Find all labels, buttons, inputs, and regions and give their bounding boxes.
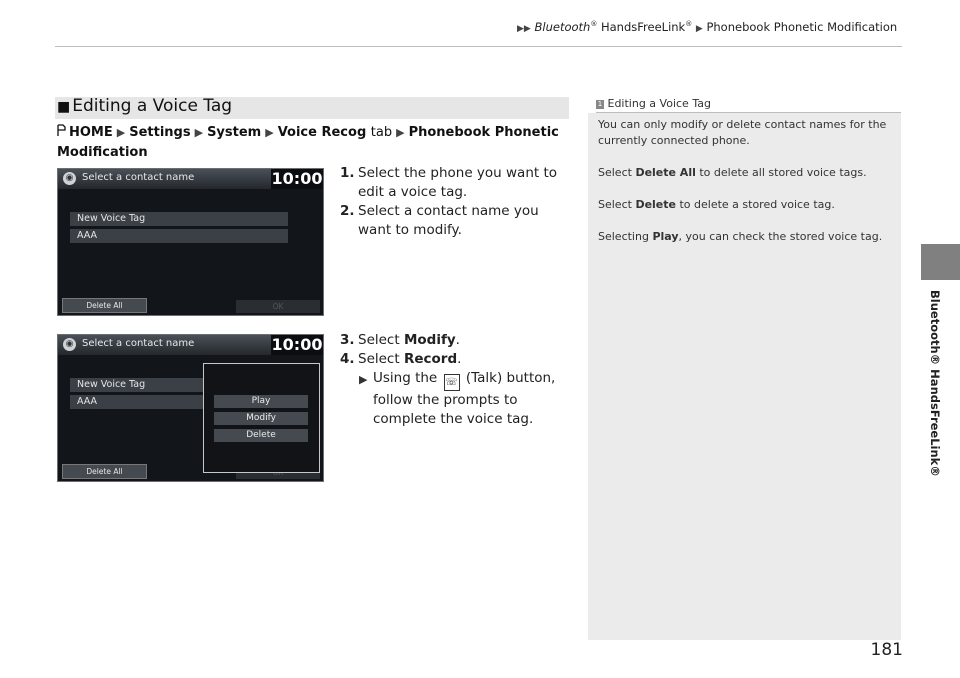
nav-arrow-icon: ▶ [265,126,274,139]
delete-all-button[interactable]: Delete All [62,298,147,313]
clock: 10:00 [271,335,323,354]
screenshot-contact-list [57,168,324,316]
step-3: 3. Select Modify. [340,332,460,348]
screen-title: Select a contact name [82,172,195,183]
options-popup [203,363,320,473]
section-title: ■ Editing a Voice Tag [57,96,233,116]
modify-option[interactable]: Modify [214,412,308,425]
section-marker-icon: ■ [57,99,71,115]
nav-home: HOME [69,125,113,140]
play-option[interactable]: Play [214,395,308,408]
page-number: 181 [870,640,903,660]
step-4: 4. Select Record. [340,351,462,367]
delete-all-button[interactable]: Delete All [62,464,147,479]
navigation-path [57,123,567,163]
nav-arrow-icon: ▶ [116,126,126,139]
delete-option[interactable]: Delete [214,429,308,442]
step-1: 1. Select the phone you want to edit a voice tag. [340,165,558,200]
nav-arrow-icon: ▶ [396,126,405,139]
side-note-paragraph: Selecting Play, you can check the stored voice tag. [598,230,883,243]
side-note-title: Editing a Voice Tag [607,97,711,110]
breadcrumb-arrow-icon: ▶▶ [517,24,531,34]
substep-arrow-icon: ▶ [359,373,368,386]
side-note-paragraph: Select Delete All to delete all stored voice tags. [598,166,867,179]
contact-row-new-voice-tag[interactable]: New Voice Tag [70,378,288,392]
screen-title: Select a contact name [82,338,195,349]
nav-phonebook-phonetic: Phonebook Phonetic Modification [57,125,559,160]
clock: 10:00 [271,169,323,188]
breadcrumb-arrow-icon: ▶ [695,24,703,34]
contact-row-new-voice-tag[interactable]: New Voice Tag [70,212,288,226]
contact-row-aaa[interactable]: AAA [70,395,288,409]
chapter-label: Bluetooth® HandsFreeLink® [928,290,942,477]
breadcrumb-handsfreelink: HandsFreeLink [597,20,686,34]
ref-number: 1 [597,100,603,108]
side-note-paragraph: Select Delete to delete a stored voice tag. [598,198,835,211]
ok-button[interactable]: OK [236,300,320,313]
side-note-header [588,97,901,113]
contact-row-aaa[interactable]: AAA [70,229,288,243]
breadcrumb-current: Phonebook Phonetic Modification [706,20,898,34]
screen-header [58,169,323,189]
header-rule [55,46,902,47]
screen-header [58,335,323,355]
nav-system: System [207,125,262,140]
voice-icon: ◉ [63,172,76,185]
nav-voice-recog: Voice Recog [277,125,367,140]
talk-icon: ☏ [444,374,460,391]
step-2: 2. Select a contact name you want to modify. [340,203,539,238]
voice-icon: ◉ [63,338,76,351]
breadcrumb-reg-mark-2: ® [685,20,693,29]
nav-arrow-icon: ▶ [194,126,204,139]
home-icon [57,124,66,137]
screenshot-contact-options [57,334,324,482]
side-note-rule [596,112,901,113]
side-note-body [598,117,894,261]
steps-group-1 [340,164,572,240]
side-note-paragraph: You can only modify or delete contact names for the currently connected phone. [598,118,887,147]
chapter-tab [921,244,960,280]
breadcrumb-reg-mark: ® [590,20,598,29]
steps-group-2 [340,331,572,429]
breadcrumb [517,20,897,34]
nav-tab-word: tab [370,125,393,140]
nav-settings: Settings [129,125,191,140]
breadcrumb-bluetooth: Bluetooth [534,20,591,34]
step-4-substep: ▶ Using the ☏ (Talk) button, follow the prompts to complete the voice tag. [359,370,556,427]
